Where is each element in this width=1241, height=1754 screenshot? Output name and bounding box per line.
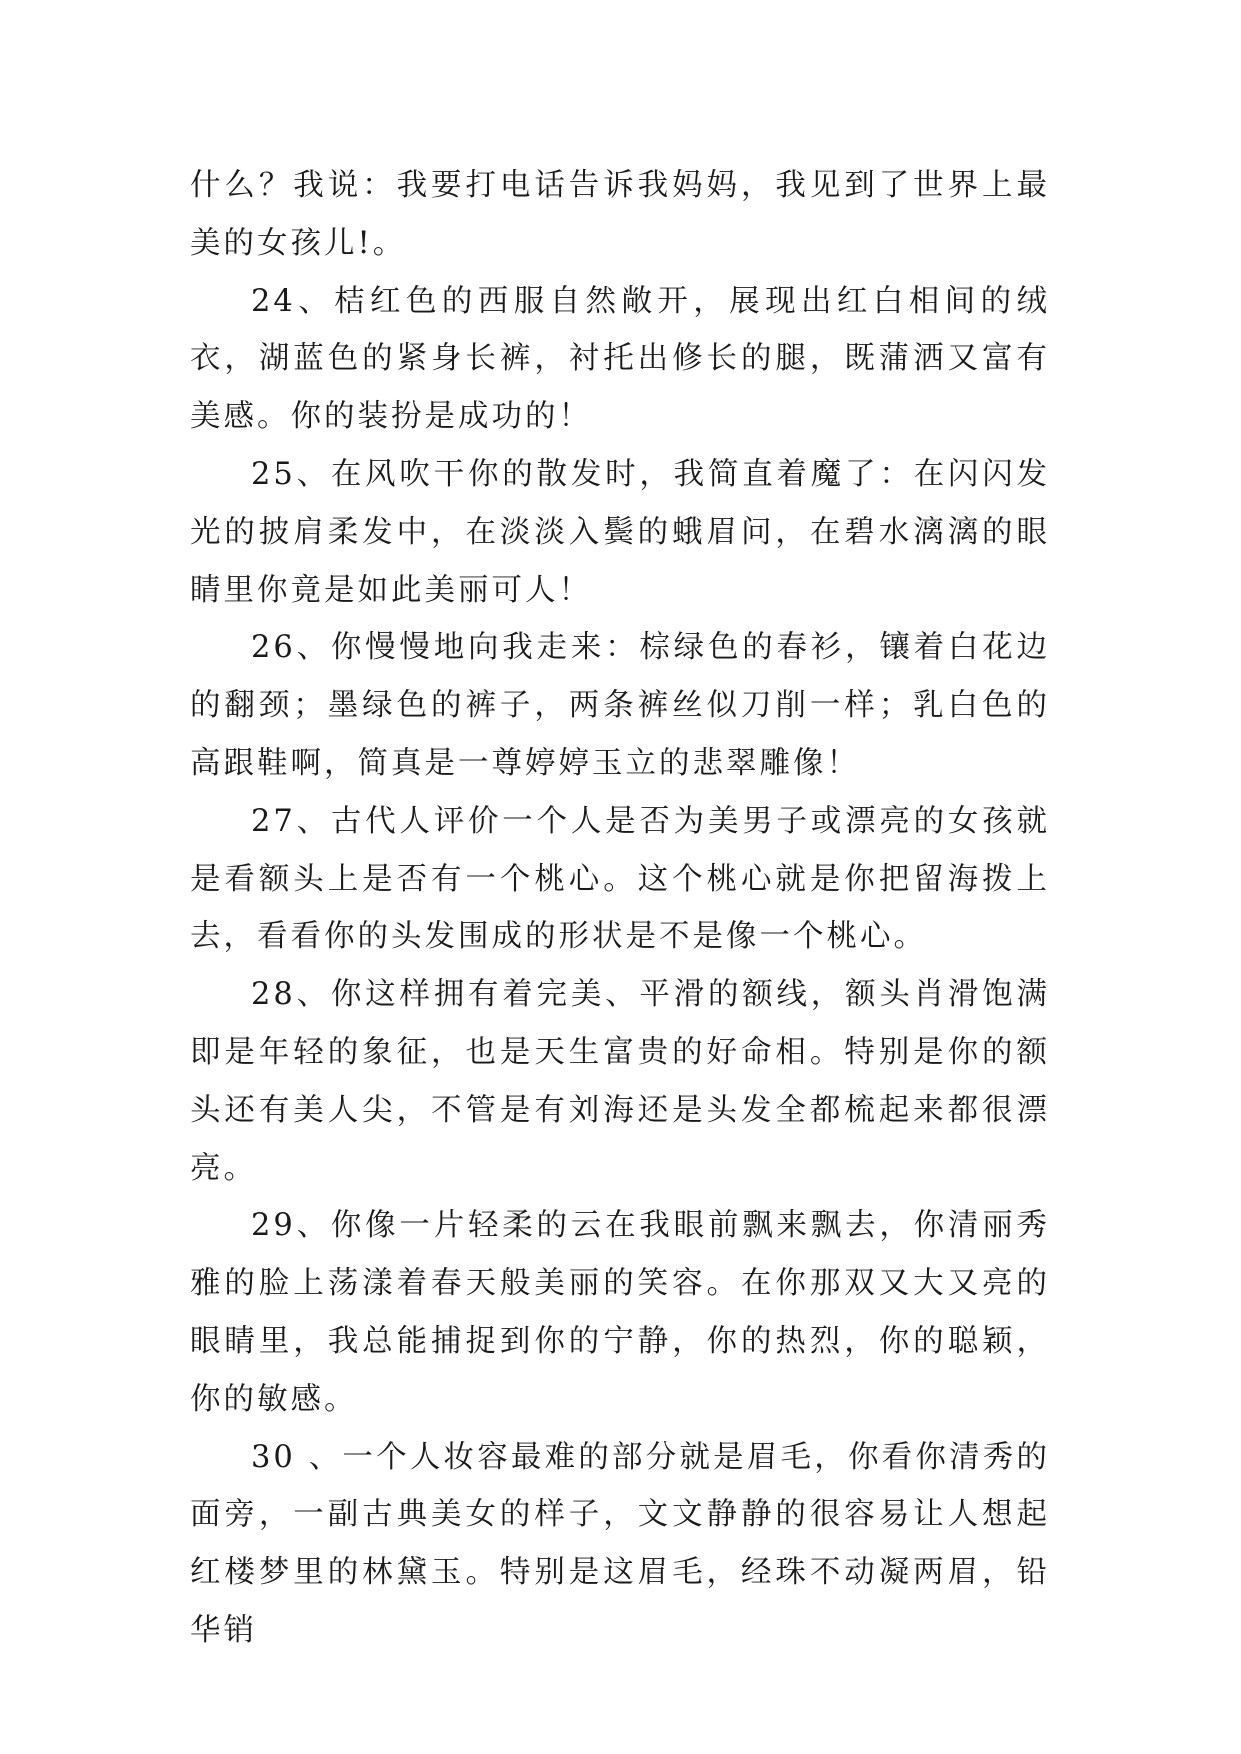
paragraph-25: 25、在风吹干你的散发时，我简直着魔了：在闪闪发光的披肩柔发中，在淡淡入鬓的蛾眉问，在碧水漓漓的眼睛里你竟是如此美丽可人！ [190, 456, 1050, 608]
paragraph-28: 28、你这样拥有着完美、平滑的额线，额头肖滑饱满即是年轻的象征，也是天生富贵的好命相。特别是你的额头还有美人尖，不管是有刘海还是头发全都梳起来都很漂亮。 [190, 977, 1050, 1186]
paragraph-29: 29、你像一片轻柔的云在我眼前飘来飘去，你清丽秀雅的脸上荡漾着春天般美丽的笑容。在你那双又大又亮的眼睛里，我总能捕捉到你的宁静，你的热烈，你的聪颖，你的敏感。 [190, 1208, 1050, 1417]
paragraph-continuation: 什么？我说：我要打电话告诉我妈妈，我见到了世界上最美的女孩儿!。 [190, 168, 1050, 261]
paragraph-26: 26、你慢慢地向我走来：棕绿色的春衫，镶着白花边的翻颈；墨绿色的裤子，两条裤丝似刀削一样；乳白色的高跟鞋啊，简真是一尊婷婷玉立的悲翠雕像！ [190, 630, 1050, 781]
body-text [190, 157, 1050, 1660]
paragraph-27: 27、古代人评价一个人是否为美男子或漂亮的女孩就是看额头上是否有一个桃心。这个桃心就是你把留海拨上去，看看你的头发围成的形状是不是像一个桃心。 [190, 803, 1050, 955]
paragraph-24: 24、桔红色的西服自然敞开，展现出红白相间的绒衣，湖蓝色的紧身长裤，衬托出修长的腿，既蒲洒又富有美感。你的装扮是成功的！ [190, 283, 1050, 435]
paragraph-30: 30 、一个人妆容最难的部分就是眉毛，你看你清秀的面旁，一副古典美女的样子，文文静静的很容易让人想起红楼梦里的林黛玉。特别是这眉毛，经珠不动凝两眉，铅华销 [190, 1439, 1050, 1648]
